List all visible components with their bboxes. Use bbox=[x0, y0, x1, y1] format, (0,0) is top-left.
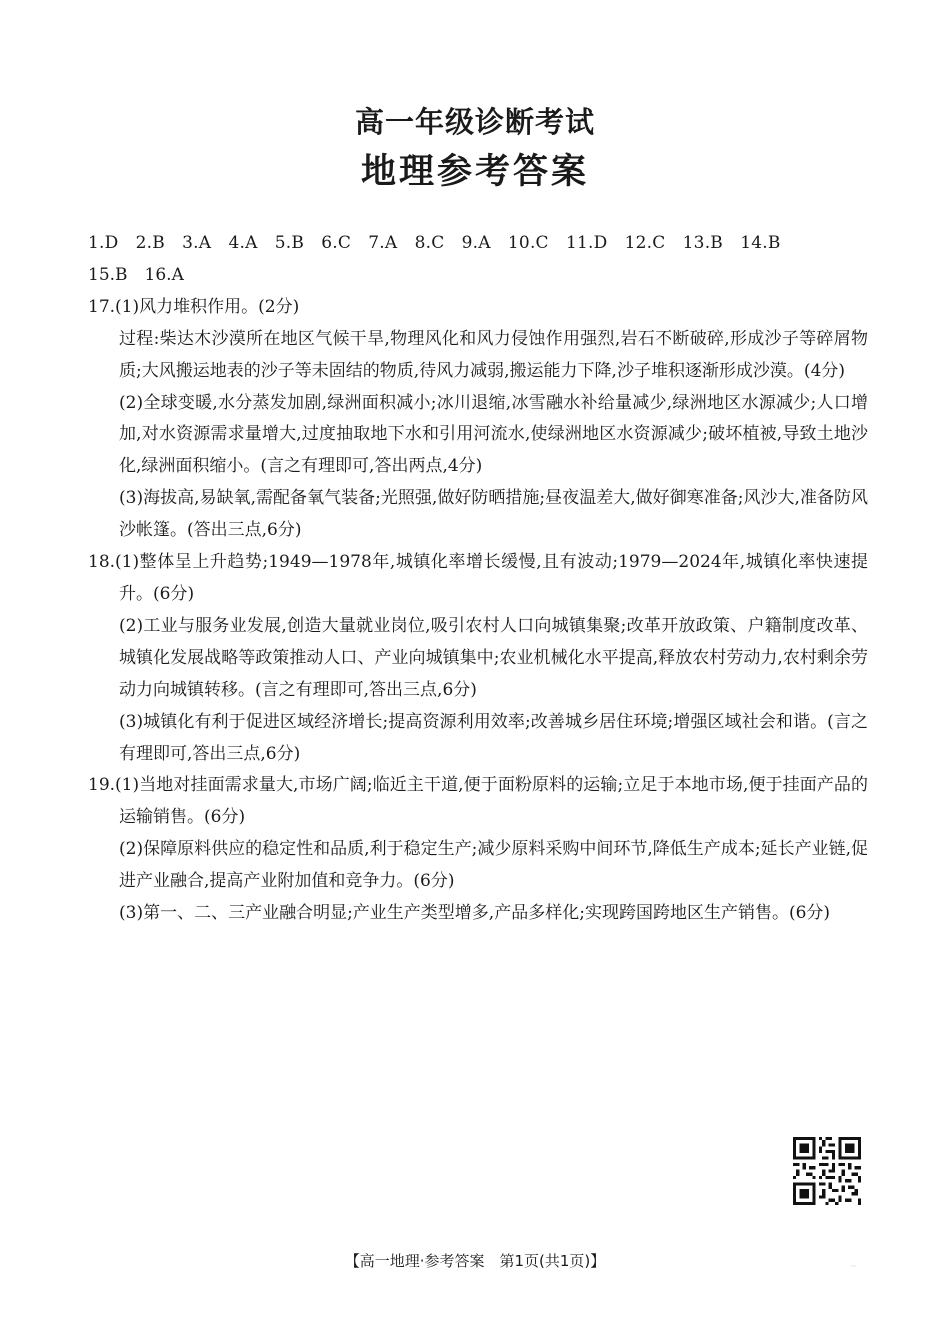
mc-answers-line-2: 15.B 16.A bbox=[88, 264, 184, 285]
q18-body bbox=[88, 611, 868, 771]
q19-body bbox=[88, 834, 868, 930]
answer-content bbox=[88, 228, 868, 930]
q19-part1: 19.(1)当地对挂面需求量大,市场广阔;临近主干道,便于面粉原料的运输;立足于本地市场,便于挂面产品的运输销售。(6分) bbox=[88, 775, 868, 828]
q17-part1: 17.(1)风力堆积作用。(2分) bbox=[88, 296, 300, 317]
qr-code-icon[interactable] bbox=[793, 1137, 861, 1205]
q18-part1-head bbox=[88, 547, 868, 611]
q19-part3: (3)第一、二、三产业融合明显;产业生产类型增多,产品多样化;实现跨国跨地区生产销售。(6分) bbox=[119, 903, 831, 924]
q18-part2: (2)工业与服务业发展,创造大量就业岗位,吸引农村人口向城镇集聚;改革开放政策、户籍制度改革、城镇化发展战略等政策推动人口、产业向城镇集中;农业机械化水平提高,释放农村劳动力,农村剩余劳动力向城镇转移。(言之有理即可,答出三点,6分) bbox=[119, 615, 868, 700]
q17-part2: (2)全球变暖,水分蒸发加剧,绿洲面积减小;冰川退缩,冰雪融水补给量减少,绿洲地区水源减少;人口增加,对水资源需求量增大,过度抽取地下水和引用河流水,使绿洲地区水资源减少;破坏植被,导致土地沙化,绿洲面积缩小。(言之有理即可,答出两点,4分) bbox=[119, 392, 868, 477]
q17-process: 过程:柴达木沙漠所在地区气候干旱,物理风化和风力侵蚀作用强烈,岩石不断破碎,形成沙子等碎屑物质;大风搬运地表的沙子等未固结的物质,待风力减弱,搬运能力下降,沙子堆积逐渐形成沙漠。(4分) bbox=[119, 328, 868, 381]
answer-key-title: 地理参考答案 bbox=[360, 152, 589, 192]
q19-part2: (2)保障原料供应的稳定性和品质,利于稳定生产;减少原料采购中间环节,降低生产成本;延长产业链,促进产业融合,提高产业附加值和竞争力。(6分) bbox=[119, 839, 868, 892]
q17-body bbox=[88, 324, 868, 547]
mc-answers-line-1: 1.D 2.B 3.A 4.A 5.B 6.C 7.A 8.C 9.A 10.C 11.D 12.C 13.B 14.B bbox=[88, 233, 781, 253]
corner-mark: ·· bbox=[851, 1262, 857, 1271]
q18-part3: (3)城镇化有利于促进区域经济增长;提高资源利用效率;改善城乡居住环境;增强区域社会和谐。(言之有理即可,答出三点,6分) bbox=[119, 711, 868, 764]
q18-part1: 18.(1)整体呈上升趋势;1949—1978年,城镇化率增长缓慢,且有波动;1979—2024年,城镇化率快速提升。(6分) bbox=[88, 552, 868, 604]
page-footer: 【高一地理·参考答案 第1页(共1页)】 bbox=[344, 1252, 606, 1270]
q17-part3: (3)海拔高,易缺氧,需配备氧气装备;光照强,做好防晒措施;昼夜温差大,做好御寒准备;风沙大,准备防风沙帐篷。(答出三点,6分) bbox=[119, 488, 868, 541]
q19-part1-head bbox=[88, 770, 868, 834]
exam-title: 高一年级诊断考试 bbox=[354, 105, 595, 139]
